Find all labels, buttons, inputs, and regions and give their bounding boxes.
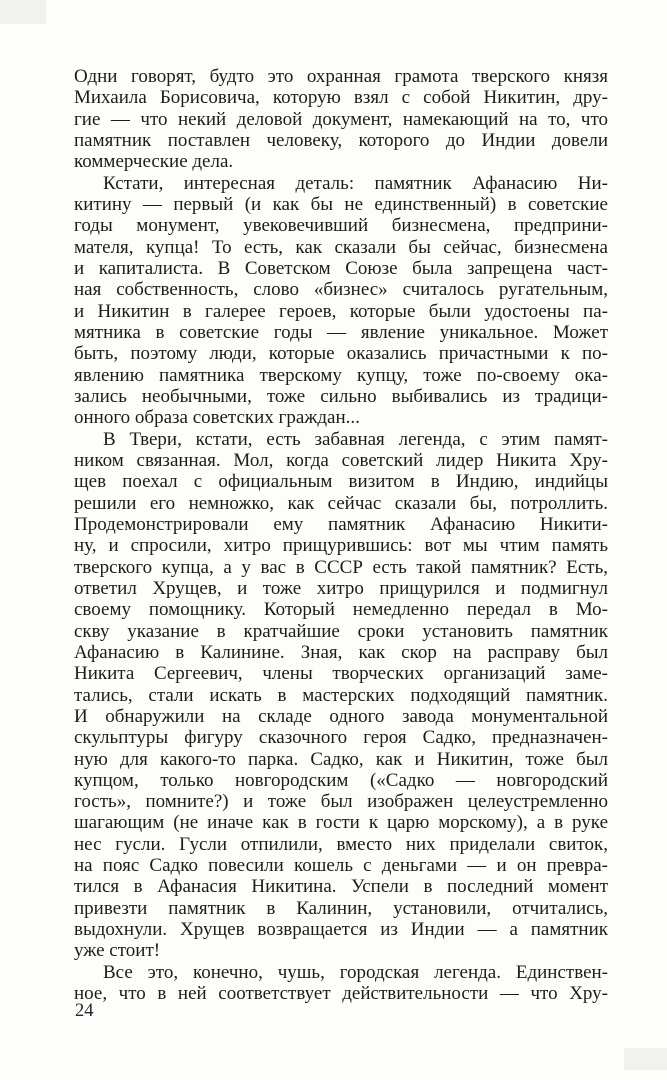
text-line: памятник поставлен человеку, которого до Индии довели <box>74 129 608 151</box>
text-line: Все это, конечно, чушь, городская легенда. Единствен- <box>103 961 608 983</box>
text-line: онного образа советских граждан... <box>74 407 360 429</box>
text-line: И обнаружили на складе одного завода монументальной <box>74 705 608 727</box>
text-line: гость», помните?) и тоже был изображен целеустремленно <box>74 791 608 813</box>
text-line: быть, поэтому люди, которые оказались причастными к по- <box>74 343 608 365</box>
text-line: ная собственность, слово «бизнес» считалось ругательным, <box>74 279 608 301</box>
text-line: ну, и спросили, хитро прищурившись: вот мы чтим память <box>74 535 608 557</box>
text-line: Продемонстрировали ему памятник Афанасию Никити- <box>74 513 608 535</box>
text-line: тверского купца, а у вас в СССР есть такой памятник? Есть, <box>74 556 608 578</box>
text-line: Кстати, интересная деталь: памятник Афанасию Ни- <box>103 172 608 194</box>
text-line: ное, что в ней соответствует действительности — что Хру- <box>74 983 608 1005</box>
page-number: 24 <box>75 1001 94 1021</box>
text-line: своему помощнику. Который немедленно передал в Мо- <box>74 599 608 621</box>
scan-artifact-bottom-right <box>624 1048 667 1070</box>
text-line: ную для какого-то парка. Садко, как и Никитин, тоже был <box>74 748 608 770</box>
text-line: привезти памятник в Калинин, установили, отчитались, <box>74 897 608 919</box>
text-line: щев поехал с официальным визитом в Индию, индийцы <box>74 471 608 493</box>
text-line: ником связанная. Мол, когда советский лидер Никита Хру- <box>74 449 608 471</box>
text-line: скульптуры фигуру сказочного героя Садко, предназначен- <box>74 727 608 749</box>
text-line: и капиталиста. В Советском Союзе была запрещена част- <box>74 257 608 279</box>
text-line: Одни говорят, будто это охранная грамота тверского князя <box>74 66 608 87</box>
text-line: гие — что некий деловой документ, намекающий на то, что <box>74 108 608 130</box>
text-line: мятника в советские годы — явление уникальное. Может <box>74 321 608 343</box>
text-line: Афанасию в Калинине. Зная, как скор на расправу был <box>74 641 608 663</box>
text-line: шагающим (не иначе как в гости к царю морскому), а в руке <box>74 812 608 834</box>
text-line: на пояс Садко повесили кошель с деньгами — и он превра- <box>74 855 608 877</box>
text-block <box>74 66 608 1004</box>
text-line: Никита Сергеевич, члены творческих организаций заме- <box>74 663 608 685</box>
text-line: выдохнули. Хрущев возвращается из Индии — а памятник <box>74 919 608 941</box>
text-line: нес гусли. Гусли отпилили, вместо них приделали свиток, <box>74 833 608 855</box>
text-line: В Твери, кстати, есть забавная легенда, с этим памят- <box>103 428 608 450</box>
text-line: годы монумент, увековечивший бизнесмена, предприни- <box>74 215 608 237</box>
text-line: тались, стали искать в мастерских подходящий памятник. <box>74 684 608 706</box>
text-line: явлению памятника тверскому купцу, тоже по-своему ока- <box>74 364 608 386</box>
text-line: уже стоит! <box>74 940 161 962</box>
text-line: китину — первый (и как бы не единственный) в советские <box>74 193 608 215</box>
text-line: и Никитин в галерее героев, которые были удостоены па- <box>74 300 608 322</box>
text-line: коммерческие дела. <box>74 151 234 173</box>
text-line: купцом, только новгородским («Садко — новгородский <box>74 769 608 791</box>
text-line: зались необычными, тоже сильно выбивались из традици- <box>74 385 608 407</box>
text-line: ответил Хрущев, и тоже хитро прищурился и подмигнул <box>74 577 608 599</box>
text-line: тился в Афанасия Никитина. Успели в последний момент <box>74 876 608 898</box>
text-line: решили его немножко, как сейчас сказали бы, потроллить. <box>74 492 608 514</box>
text-line: мателя, купца! То есть, как сказали бы сейчас, бизнесмена <box>74 236 608 258</box>
text-line: скву указание в кратчайшие сроки установить памятник <box>74 620 608 642</box>
text-line: Михаила Борисовича, которую взял с собой Никитин, дру- <box>74 87 608 109</box>
scan-artifact-top-left <box>0 0 46 24</box>
